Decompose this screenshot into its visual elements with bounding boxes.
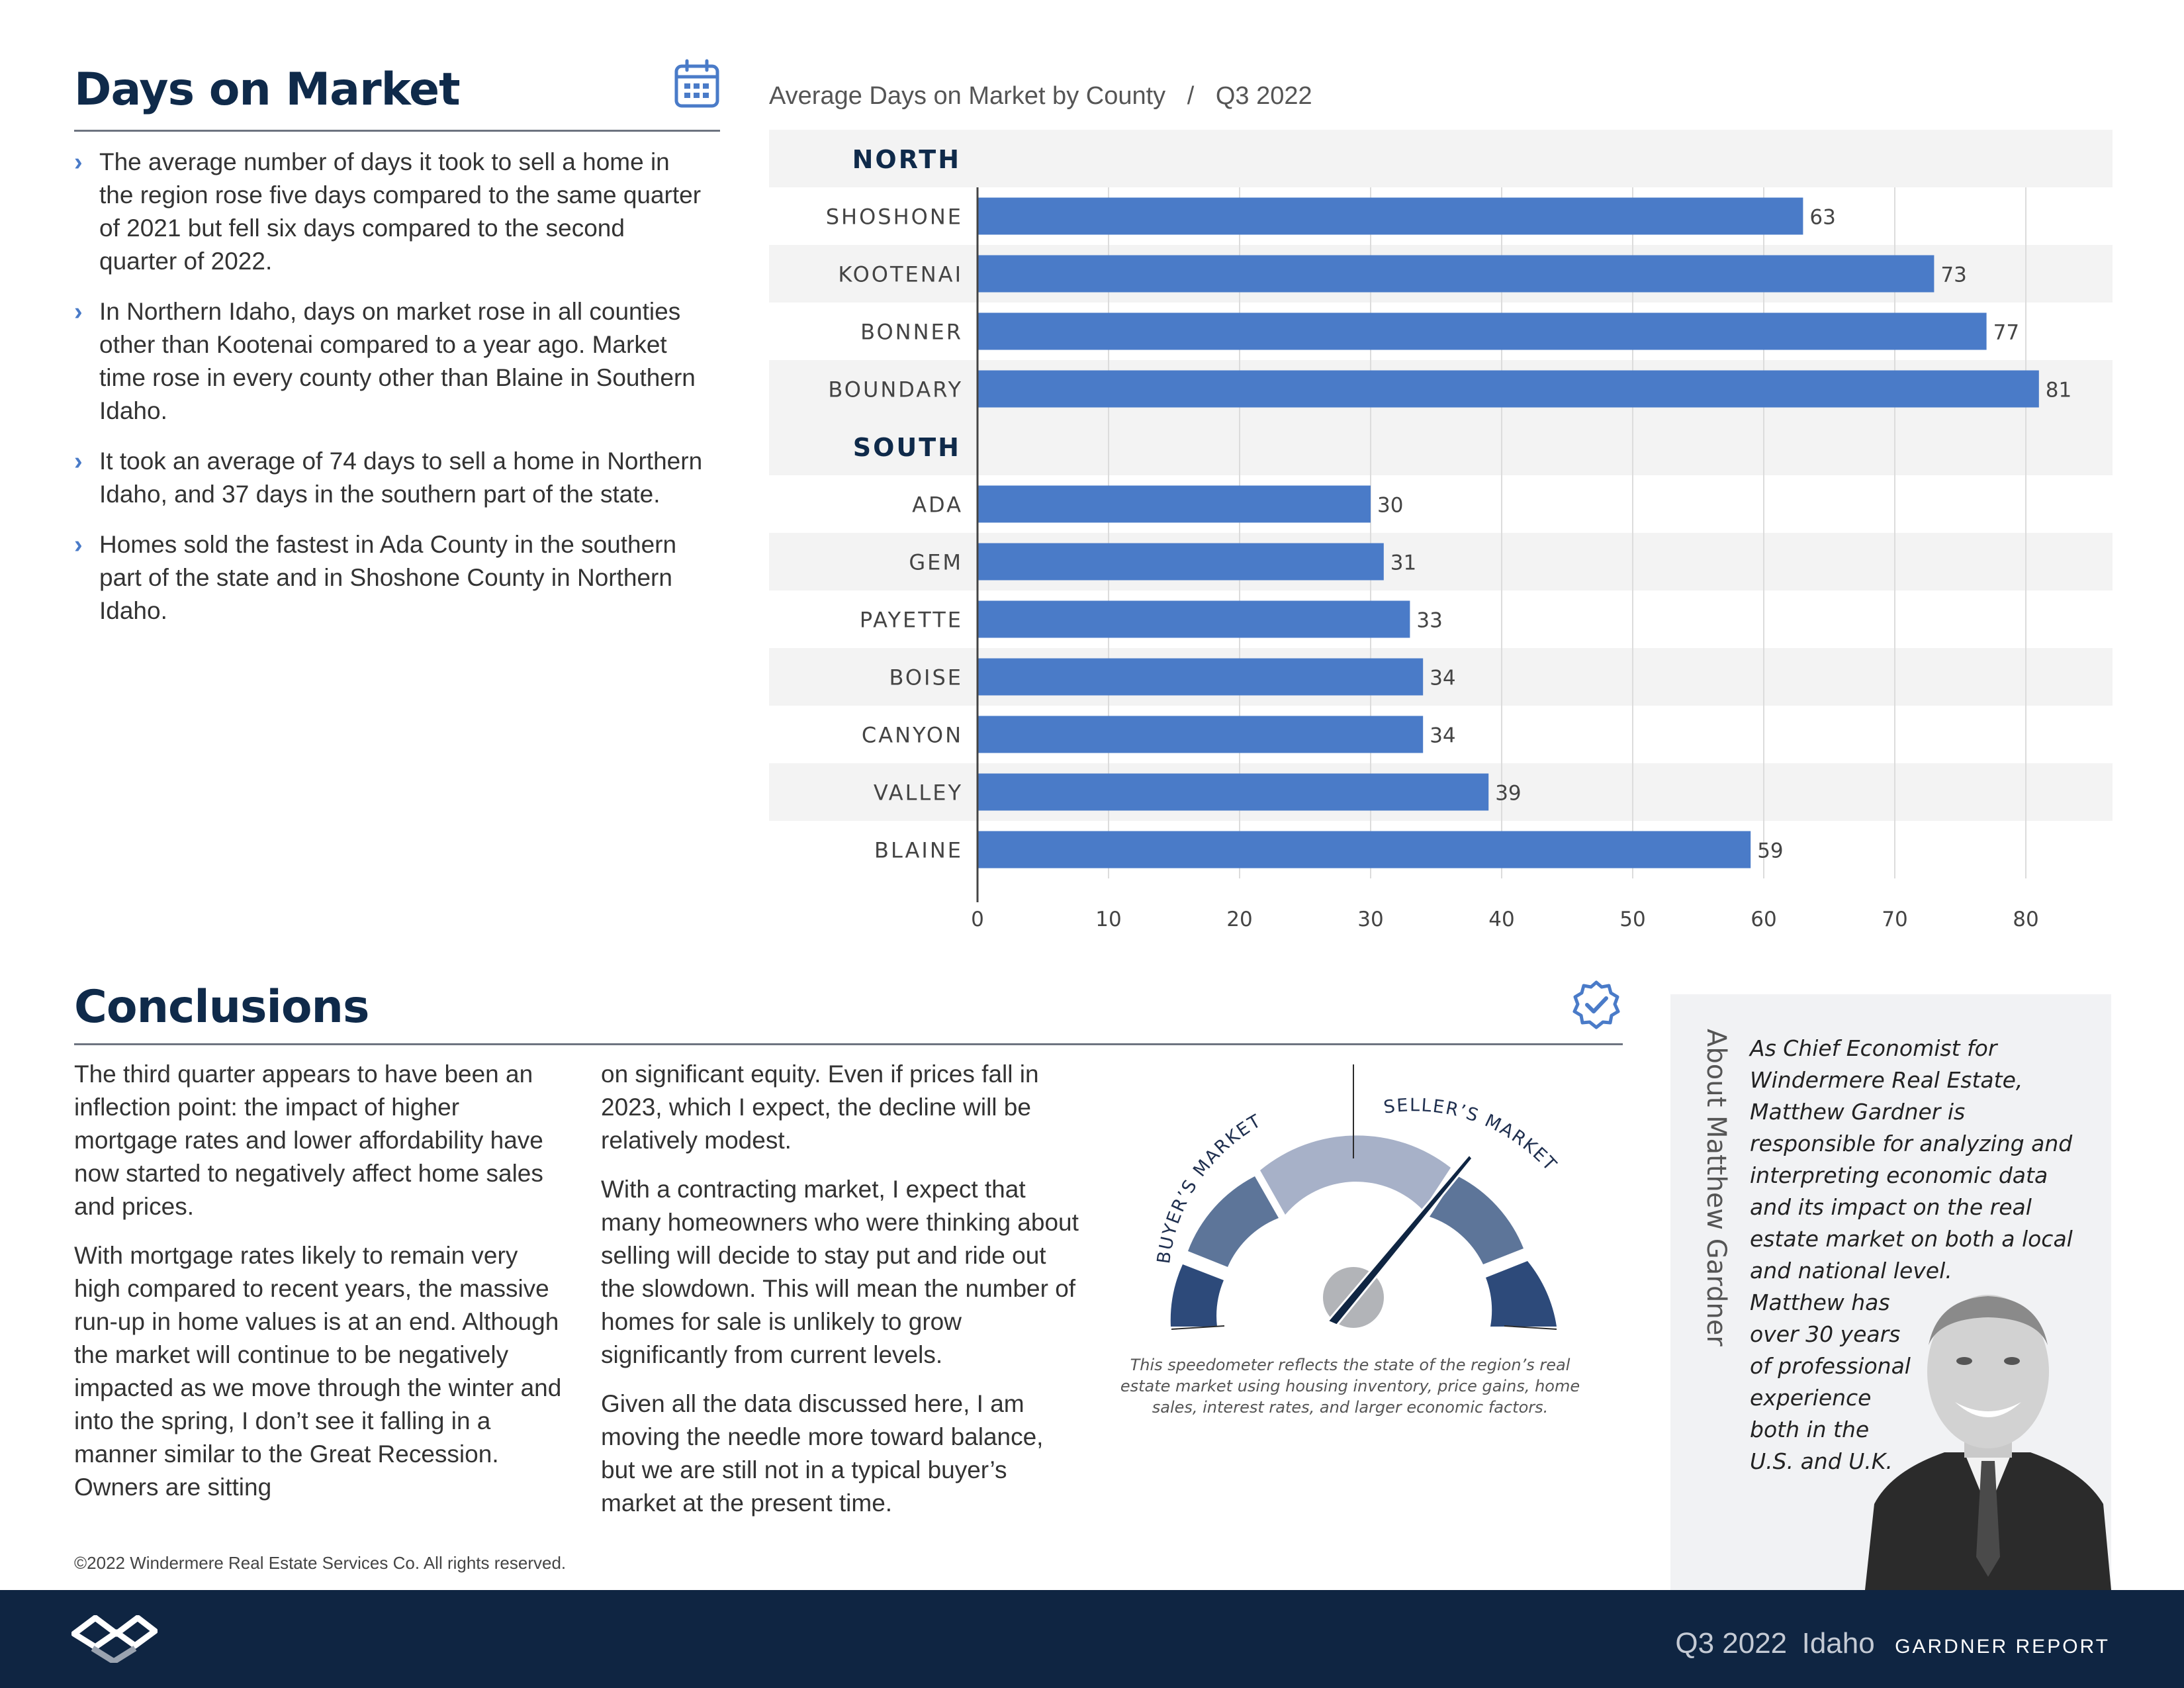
conclusions-col-1 — [74, 1058, 564, 1520]
data-label: 33 — [1416, 608, 1443, 633]
data-label: 63 — [1809, 205, 1836, 230]
bar — [978, 486, 1371, 523]
bar — [978, 313, 1987, 350]
bullet-item: › Homes sold the fastest in Ada County in the southern part of the state and in Shoshone County in Northern Idaho. — [74, 531, 677, 624]
x-tick-label: 80 — [2013, 908, 2039, 931]
author-portrait — [1865, 1279, 2111, 1590]
about-text: As Chief Economist for Windermere Real Estate, Matthew Gardner is responsible for analyzing and interpreting economic data and its impact on the real estate market on both a local and national level. Matthew has over 30 years of professional experience both in the U.S. and U.K. — [1750, 1035, 2073, 1474]
chart-title: Average Days on Market by County — [769, 82, 1166, 110]
data-label: 59 — [1757, 839, 1784, 863]
about-panel — [1670, 994, 2111, 1590]
days-title: Days on Market — [74, 64, 460, 116]
conclusions-paragraph: The third quarter appears to have been an inflection point: the impact of higher mortgage rates and lower affordability have now started to negatively affect home sales and prices. — [74, 1060, 543, 1220]
group-band — [769, 418, 2113, 475]
row-band — [769, 533, 2113, 590]
category-label: BOISE — [889, 665, 963, 690]
category-label: VALLEY — [873, 780, 963, 806]
x-tick-label: 50 — [1619, 908, 1646, 931]
conclusions-paragraph: With a contracting market, I expect that many homeowners who were thinking about selling will decide to stay put and ride out the slowdown. This will mean the number of homes for sale is unlikely to grow significantly from current levels. — [601, 1176, 1079, 1368]
market-speedometer — [1112, 1053, 1588, 1357]
bar — [978, 774, 1488, 811]
x-tick-label: 70 — [1882, 908, 1908, 931]
gauge-segment-buyers — [1188, 1176, 1279, 1267]
footer-text — [1675, 1627, 2110, 1660]
x-tick-label: 0 — [971, 908, 984, 931]
category-label: CANYON — [861, 722, 963, 748]
about-heading: About Matthew Gardner — [1701, 1029, 1731, 1346]
gauge-segment-buyers-strong — [1171, 1264, 1224, 1327]
bullet-item: › The average number of days it took to sell a home in the region rose five days compared to the same quarter of 2021 but fell six days compared to the second quarter of 2022. — [74, 148, 702, 275]
group-label: NORTH — [852, 145, 961, 174]
footer-region: Idaho — [1801, 1627, 1875, 1660]
gauge-label-sellers: SELLER’S MARKET — [1382, 1095, 1561, 1176]
chart-subtitle: Q3 2022 — [1215, 82, 1312, 110]
data-label: 31 — [1390, 551, 1417, 575]
conclusions-paragraph: With mortgage rates likely to remain very high compared to recent years, the massive run-up in home values is at an end. Although the market will continue to be negatively impacted as we move through the winter and into the spring, I don’t see it falling in a manner similar to the Great Recession. Owners are sitting — [74, 1242, 562, 1501]
data-label: 30 — [1377, 493, 1404, 518]
bar — [978, 716, 1423, 753]
bar — [978, 601, 1410, 638]
category-label: BLAINE — [874, 837, 963, 863]
gauge-segment-balanced — [1260, 1135, 1451, 1215]
days-rule — [74, 130, 720, 132]
data-label: 39 — [1495, 781, 1522, 806]
bar — [978, 831, 1751, 868]
conclusions-paragraph: on significant equity. Even if prices fall in 2023, which I expect, the decline will be relatively modest. — [601, 1060, 1039, 1154]
data-label: 34 — [1430, 666, 1456, 690]
category-label: KOOTENAI — [838, 261, 963, 287]
check-badge-icon — [1571, 980, 1621, 1030]
copyright: ©2022 Windermere Real Estate Services Co. All rights reserved. — [74, 1553, 567, 1573]
x-tick-label: 30 — [1357, 908, 1384, 931]
category-label: BONNER — [860, 319, 963, 345]
bar — [978, 659, 1423, 696]
data-label: 34 — [1430, 724, 1456, 748]
category-label: GEM — [909, 549, 963, 575]
footer-quarter: Q3 2022 — [1675, 1627, 1788, 1660]
data-label: 81 — [2045, 378, 2072, 402]
x-tick-label: 10 — [1095, 908, 1122, 931]
calendar-icon — [674, 58, 720, 109]
bullet-item: › In Northern Idaho, days on market rose in all counties other than Kootenai compared to a year ago. Market time rose in every county other than Blaine in Southern Idaho. — [74, 298, 696, 424]
data-label: 77 — [1993, 320, 2020, 345]
category-label: PAYETTE — [859, 607, 963, 633]
bar — [978, 543, 1384, 581]
gauge-caption: This speedometer reflects the state of the region’s real estate market using housing inventory, price gains, home sales, interest rates, and larger economic factors. — [1120, 1356, 1580, 1417]
conclusions-paragraph: Given all the data discussed here, I am moving the needle more toward balance, but we are still not in a typical buyer’s market at the present time. — [601, 1390, 1044, 1517]
group-band — [769, 130, 2113, 187]
bullet-item: › It took an average of 74 days to sell a home in Northern Idaho, and 37 days in the southern part of the state. — [74, 447, 703, 508]
gauge-label-buyers: BUYER’S MARKET — [1154, 1110, 1265, 1265]
conclusions-rule — [74, 1043, 1623, 1045]
conclusions-col-2 — [601, 1058, 1084, 1536]
chart-title-line — [769, 82, 1312, 111]
chart-title-separator: / — [1187, 82, 1195, 110]
x-tick-label: 60 — [1751, 908, 1777, 931]
group-label: SOUTH — [852, 433, 961, 462]
x-tick-label: 20 — [1226, 908, 1253, 931]
bar — [978, 256, 1934, 293]
footer-report: GARDNER REPORT — [1895, 1636, 2110, 1658]
footer-bar — [0, 1590, 2184, 1688]
data-label: 73 — [1940, 263, 1967, 287]
windermere-logo-icon — [71, 1615, 158, 1666]
bar — [978, 198, 1803, 235]
bar — [978, 371, 2039, 408]
conclusions-title: Conclusions — [74, 981, 369, 1033]
x-tick-label: 40 — [1488, 908, 1515, 931]
days-bullets — [74, 146, 703, 645]
category-label: BOUNDARY — [828, 377, 963, 402]
days-on-market-chart — [769, 130, 2113, 937]
category-label: SHOSHONE — [825, 204, 963, 230]
category-label: ADA — [912, 492, 963, 518]
gauge-segment-sellers-strong — [1486, 1261, 1557, 1327]
